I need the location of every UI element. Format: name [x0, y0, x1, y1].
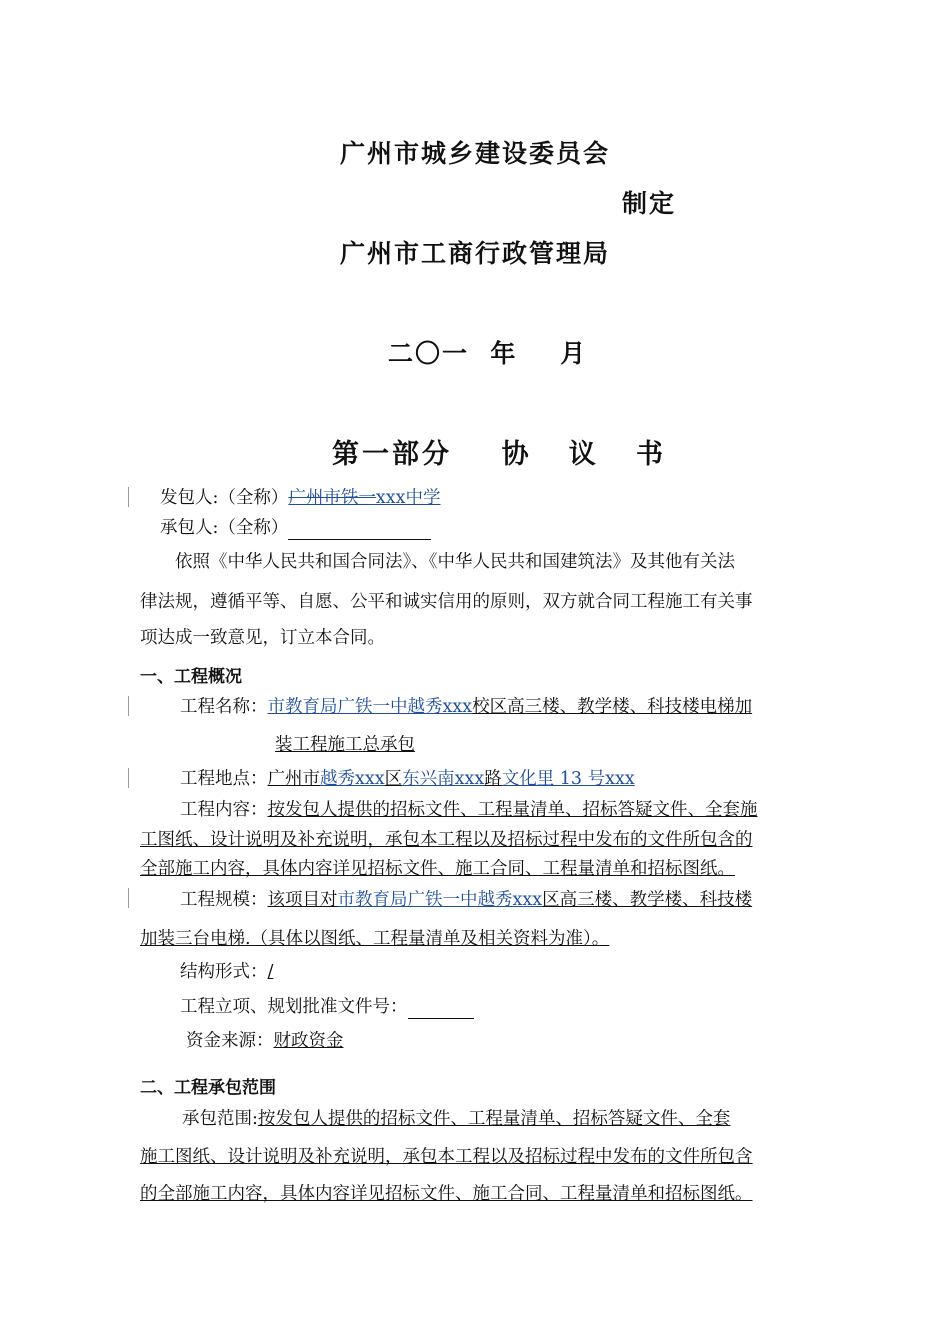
- preamble-line: 依照《中华人民共和国合同法》、《中华人民共和国建筑法》及其他有关法: [175, 552, 735, 572]
- revision-bar: [128, 696, 129, 716]
- employer-name-tail: 中学: [405, 488, 441, 508]
- part1-title: 第一部分 协 议 书: [332, 439, 666, 470]
- content-label: 工程内容：: [180, 800, 268, 820]
- project-content-line: [180, 798, 758, 822]
- issuer-org-2: 广州市工商行政管理局: [340, 239, 611, 268]
- issued-by: 制定: [622, 189, 677, 218]
- section-heading: 一、工程概况: [140, 667, 242, 687]
- scope-text-line: 的全部施工内容，具体内容详见招标文件、施工合同、工程量清单和招标图纸。: [140, 1184, 753, 1204]
- scope-text-line: 施工图纸、设计说明及补充说明，承包本工程以及招标过程中发布的文件所包含: [140, 1147, 753, 1167]
- deleted-text: 文化里 13 号: [501, 769, 606, 789]
- employer-name: [288, 488, 440, 508]
- contractor-label: 承包人:（全称）: [160, 518, 289, 538]
- inserted-text: xxx: [442, 697, 473, 717]
- employer-label: 发包人:（全称）: [160, 488, 289, 508]
- location-road-suffix: 路: [484, 769, 502, 789]
- scale-label: 工程规模：: [180, 890, 268, 910]
- content-text-line: 全部施工内容，具体内容详见招标文件、施工合同、工程量清单和招标图纸。: [140, 859, 735, 879]
- project-name-label: 工程名称：: [180, 697, 268, 717]
- contractor-name-blank[interactable]: [288, 519, 431, 540]
- scale-rest: 区高三楼、教学楼、科技楼: [542, 890, 753, 910]
- funding-label: 资金来源：: [186, 1031, 274, 1051]
- deleted-text: 东兴南: [402, 769, 455, 789]
- structure-value: /: [267, 962, 274, 982]
- scope-text: 按发包人提供的招标文件、工程量清单、招标答疑文件、全套: [257, 1109, 731, 1129]
- deleted-text: 市教育局广铁一中越秀: [267, 697, 443, 717]
- location-district-suffix: 区: [384, 769, 403, 789]
- employer-line: [160, 486, 441, 510]
- deleted-text: 越秀: [320, 769, 355, 789]
- revision-bar: [128, 768, 129, 788]
- structure-label: 结构形式：: [180, 962, 268, 982]
- project-name-line: [180, 695, 752, 719]
- content-text: 按发包人提供的招标文件、工程量清单、招标答疑文件、全套施: [267, 800, 758, 820]
- deleted-text: 市教育局广铁一中越秀: [337, 890, 513, 910]
- funding-value: 财政资金: [273, 1031, 344, 1051]
- approval-label: 工程立项、规划批准文件号：: [180, 997, 408, 1017]
- project-name-rest: 校区高三楼、教学楼、科技楼电梯加: [472, 697, 753, 717]
- project-name-line-2: 装工程施工总承包: [275, 735, 415, 755]
- structure-line: [180, 960, 273, 984]
- location-city: 广州市: [267, 769, 320, 789]
- funding-line: [186, 1029, 344, 1053]
- preamble-line: 项达成一致意见，订立本合同。: [140, 628, 385, 648]
- scope-label: 承包范围:: [182, 1109, 258, 1129]
- scale-pre: 该项目对: [267, 890, 338, 910]
- revision-bar: [128, 888, 129, 908]
- project-location-line: [180, 767, 635, 791]
- scope-line: [182, 1107, 730, 1131]
- revision-bar: [128, 487, 129, 507]
- inserted-text: xxx: [355, 769, 385, 789]
- section-heading: 二、工程承包范围: [140, 1078, 276, 1098]
- project-scale-line: [180, 888, 752, 912]
- inserted-text: xxx: [454, 769, 485, 789]
- inserted-text: xxx: [605, 769, 635, 789]
- scale-text-line: 加装三台电梯.（具体以图纸、工程量清单及相关资料为准）。: [140, 929, 610, 949]
- location-label: 工程地点：: [180, 769, 268, 789]
- issuer-org-1: 广州市城乡建设委员会: [340, 139, 611, 168]
- content-text-line: 工图纸、设计说明及补充说明，承包本工程以及招标过程中发布的文件所包含的: [140, 830, 753, 850]
- deleted-text: 广州市铁一: [288, 488, 376, 508]
- preamble-line: 律法规，遵循平等、自愿、公平和诚实信用的原则，双方就合同工程施工有关事: [140, 592, 753, 612]
- issue-date: 二〇一 年 月: [388, 339, 588, 368]
- inserted-text: xxx: [375, 488, 406, 508]
- approval-line: [180, 995, 474, 1019]
- inserted-text: xxx: [512, 890, 543, 910]
- contractor-line: [160, 516, 431, 540]
- approval-number-blank[interactable]: [408, 998, 474, 1019]
